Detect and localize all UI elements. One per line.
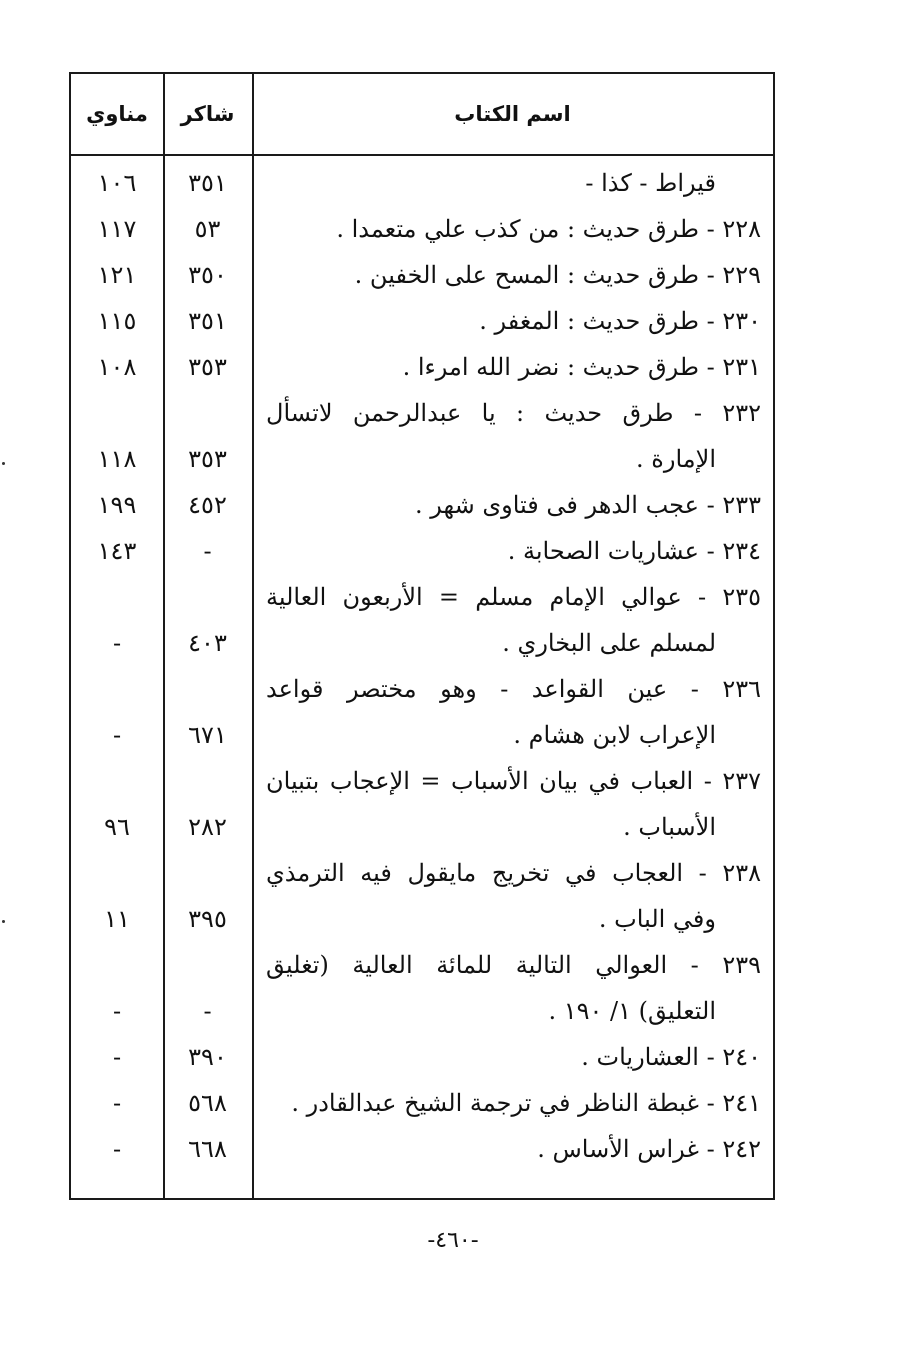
manawi-cell: ٩٦: [104, 813, 130, 841]
shakir-cell: [163, 850, 252, 896]
manawi-cell: ١٩٩: [97, 491, 137, 519]
book-title-cell: ٢٣٨ - العجاب في تخريج مايقول فيه الترمذي: [266, 859, 761, 887]
book-title-cell: الإعراب لابن هشام .: [513, 721, 716, 749]
table-row: [71, 482, 773, 528]
shakir-cell: ٣٥١: [188, 169, 227, 197]
book-title-cell: ٢٢٩ - طرق حديث : المسح على الخفين .: [354, 261, 761, 289]
table-row: [71, 252, 773, 298]
header-shakir: شاكر: [180, 102, 235, 126]
scan-mark: [2, 462, 5, 465]
manawi-cell: ١٤٣: [97, 537, 137, 565]
header-book-name: اسم الكتاب: [454, 102, 571, 126]
table-row: [71, 344, 773, 390]
book-title-cell: الإمارة .: [636, 445, 716, 473]
book-title-cell: ٢٣٢ - طرق حديث : يا عبدالرحمن لاتسأل: [266, 399, 761, 427]
table-row: [71, 160, 773, 206]
book-title-cell: ٢٣٧ - العباب في بيان الأسباب = الإعجاب بتبيان: [266, 767, 761, 795]
book-title-cell: ٢٣١ - طرق حديث : نضر الله امرءا .: [402, 353, 761, 381]
shakir-cell: [163, 666, 252, 712]
manawi-cell: ١١٨: [97, 445, 137, 473]
table-row: [71, 988, 773, 1034]
book-title-cell: ٢٤٠ - العشاريات .: [581, 1043, 761, 1071]
manawi-cell: ١٠٦: [97, 169, 137, 197]
shakir-cell: ٢٨٢: [188, 813, 227, 841]
manawi-cell: [71, 758, 163, 804]
table-row: [71, 206, 773, 252]
table-row: [71, 528, 773, 574]
book-title-cell: ٢٣٤ - عشاريات الصحابة .: [507, 537, 761, 565]
shakir-cell: ٥٦٨: [188, 1089, 227, 1117]
book-title-cell: التعليق) ١/ ١٩٠ .: [548, 997, 716, 1025]
manawi-cell: -: [112, 721, 122, 749]
manawi-cell: [71, 390, 163, 436]
book-title-cell: قيراط - كذا -: [585, 169, 716, 197]
manawi-cell: -: [112, 629, 122, 657]
table-row: [71, 298, 773, 344]
shakir-cell: -: [203, 997, 212, 1025]
table-row: [71, 712, 773, 758]
manawi-cell: [71, 942, 163, 988]
book-title-cell: ٢٣٠ - طرق حديث : المغفر .: [479, 307, 761, 335]
scan-mark: [2, 920, 5, 923]
table-row: [71, 758, 773, 804]
book-title-cell: لمسلم على البخاري .: [502, 629, 716, 657]
shakir-cell: -: [203, 537, 212, 565]
book-title-cell: ٢٤٢ - غراس الأساس .: [537, 1135, 761, 1163]
book-title-cell: ٢٣٥ - عوالي الإمام مسلم = الأربعون العالية: [266, 583, 761, 611]
header-divider: [71, 154, 773, 156]
index-table: [69, 72, 775, 1200]
header-manawi: مناوي: [86, 102, 148, 126]
manawi-cell: ١٢١: [97, 261, 137, 289]
table-row: [71, 1080, 773, 1126]
manawi-cell: ١١: [104, 905, 130, 933]
shakir-cell: ٣٥٣: [188, 445, 227, 473]
shakir-cell: ٣٩٥: [188, 905, 227, 933]
manawi-cell: -: [112, 1135, 122, 1163]
manawi-cell: -: [112, 1043, 122, 1071]
manawi-cell: [71, 666, 163, 712]
table-row: [71, 620, 773, 666]
book-title-cell: الأسباب .: [623, 813, 716, 841]
table-row: [71, 1034, 773, 1080]
manawi-cell: [71, 574, 163, 620]
shakir-cell: ٤٥٢: [188, 491, 227, 519]
shakir-cell: ٣٥١: [188, 307, 227, 335]
manawi-cell: -: [112, 1089, 122, 1117]
manawi-cell: ١١٥: [97, 307, 137, 335]
table-row: [71, 666, 773, 712]
table-row: [71, 574, 773, 620]
shakir-cell: [163, 942, 252, 988]
table-row: [71, 390, 773, 436]
shakir-cell: ٦٦٨: [188, 1135, 227, 1163]
shakir-cell: ٣٥٠: [188, 261, 227, 289]
shakir-cell: ٣٩٠: [188, 1043, 227, 1071]
shakir-cell: ٥٣: [194, 215, 221, 243]
book-title-cell: ٢٤١ - غبطة الناظر في ترجمة الشيخ عبدالقادر .: [291, 1089, 761, 1117]
book-title-cell: ٢٣٣ - عجب الدهر فى فتاوى شهر .: [415, 491, 761, 519]
table-row: [71, 896, 773, 942]
shakir-cell: ٦٧١: [188, 721, 227, 749]
manawi-cell: ١٠٨: [97, 353, 137, 381]
shakir-cell: ٣٥٣: [188, 353, 227, 381]
shakir-cell: [163, 390, 252, 436]
table-row: [71, 942, 773, 988]
manawi-cell: -: [112, 997, 122, 1025]
book-title-cell: ٢٣٩ - العوالي التالية للمائة العالية (تغليق: [266, 951, 761, 979]
shakir-cell: [163, 574, 252, 620]
shakir-cell: ٤٠٣: [188, 629, 227, 657]
shakir-cell: [163, 758, 252, 804]
table-row: [71, 436, 773, 482]
page-number: -٤٦٠-: [427, 1228, 479, 1253]
manawi-cell: [71, 850, 163, 896]
table-row: [71, 1126, 773, 1172]
table-row: [71, 850, 773, 896]
book-title-cell: ٢٢٨ - طرق حديث : من كذب علي متعمدا .: [336, 215, 761, 243]
book-title-cell: وفي الباب .: [598, 905, 716, 933]
book-title-cell: ٢٣٦ - عين القواعد - وهو مختصر قواعد: [266, 675, 761, 703]
manawi-cell: ١١٧: [97, 215, 137, 243]
table-row: [71, 804, 773, 850]
